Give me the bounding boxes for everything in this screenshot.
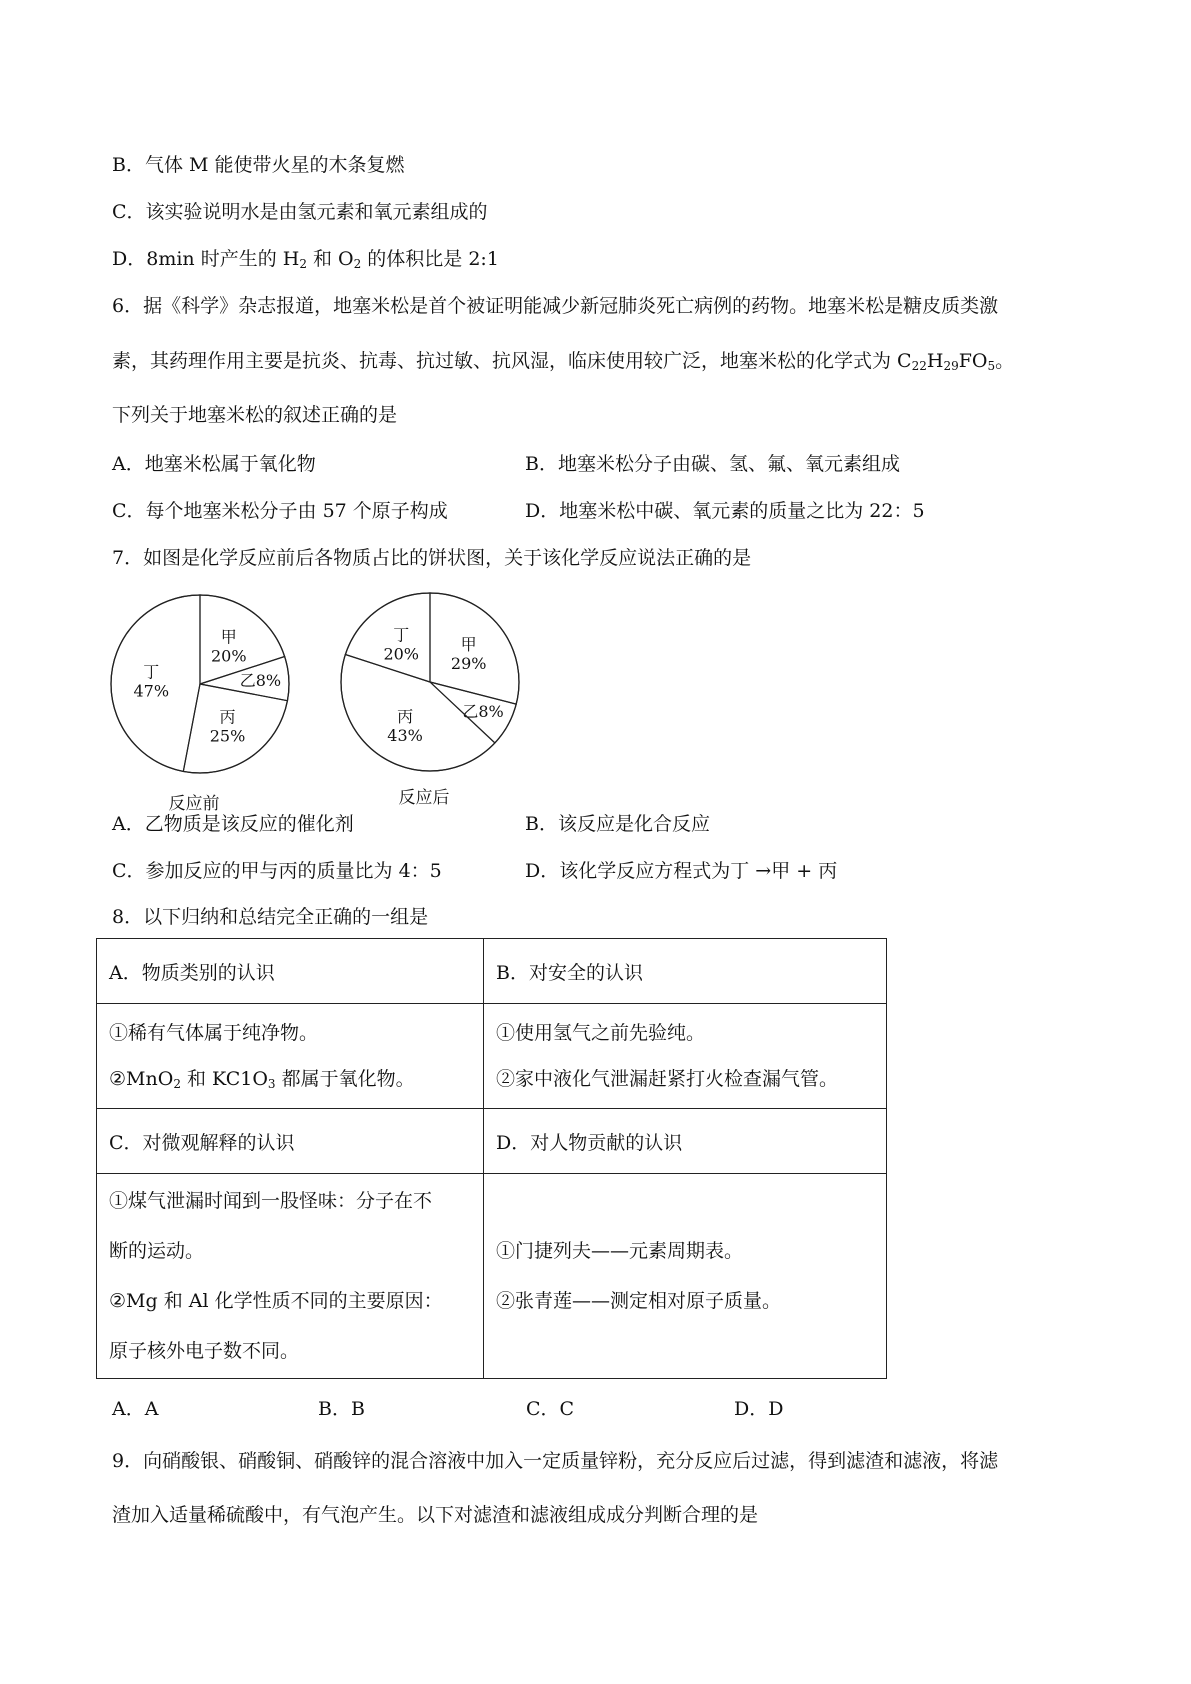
pie-caption: 反应后 bbox=[398, 788, 450, 808]
q5-option-d: D．8min 时产生的 $H_2$ 和 $O_2$ 的体积比是 2:1 bbox=[112, 248, 499, 271]
q7-option-b: B．该反应是化合反应 bbox=[525, 813, 710, 835]
slice-percent: 25% bbox=[209, 726, 246, 746]
slice-percent: 43% bbox=[387, 726, 423, 746]
cell-a-heading: A．物质类别的认识 bbox=[97, 939, 484, 1004]
slice-name: 丙 bbox=[397, 707, 414, 727]
q9-stem-line2: 渣加入适量稀硫酸中，有气泡产生。以下对滤渣和滤液组成成分判断合理的是 bbox=[112, 1504, 759, 1526]
q7-pie-charts bbox=[105, 598, 725, 814]
cell-a-body bbox=[97, 1004, 484, 1109]
cell-b-body bbox=[484, 1004, 887, 1109]
q6-option-c: C．每个地塞米松分子由 57 个原子构成 bbox=[112, 500, 448, 522]
cell-d-line1: ①门捷列夫——元素周期表。 bbox=[496, 1240, 744, 1262]
table-row bbox=[97, 1004, 887, 1109]
slice-name: 丁 bbox=[143, 662, 160, 682]
q9-stem-line1: 9．向硝酸银、硝酸铜、硝酸锌的混合溶液中加入一定质量锌粉，充分反应后过滤，得到滤渣和滤液，将滤 bbox=[112, 1450, 999, 1472]
q6-option-d: D．地塞米松中碳、氧元素的质量之比为 22：5 bbox=[525, 500, 925, 522]
q7-option-d: D．该化学反应方程式为丁 →甲 + 丙 bbox=[525, 860, 838, 882]
cell-c-line1: ①煤气泄漏时闻到一股怪味：分子在不 bbox=[109, 1190, 433, 1212]
q6-stem-line3: 下列关于地塞米松的叙述正确的是 bbox=[112, 404, 398, 426]
q6-option-a: A．地塞米松属于氧化物 bbox=[112, 453, 316, 475]
q7-option-a: A．乙物质是该反应的催化剂 bbox=[112, 813, 354, 835]
cell-c-heading: C．对微观解释的认识 bbox=[97, 1109, 484, 1174]
q8-option-c: C．C bbox=[526, 1398, 575, 1420]
table-row bbox=[97, 1174, 887, 1379]
slice-name: 丁 bbox=[393, 625, 410, 645]
table-row bbox=[97, 1109, 887, 1174]
q6-stem-line2: 素，其药理作用主要是抗炎、抗毒、抗过敏、抗风湿，临床使用较广泛，地塞米松的化学式为 $C_{22}H_{29}FO_5$。 bbox=[112, 350, 1015, 373]
slice-name: 丙 bbox=[219, 707, 236, 727]
cell-c-line2: 断的运动。 bbox=[109, 1240, 205, 1262]
slice-label: 乙8% bbox=[239, 671, 282, 691]
cell-c-line4: 原子核外电子数不同。 bbox=[109, 1340, 300, 1362]
slice-percent: 20% bbox=[210, 646, 247, 666]
q8-table bbox=[96, 938, 887, 1379]
cell-d-heading: D．对人物贡献的认识 bbox=[484, 1109, 887, 1174]
pie-charts-svg bbox=[105, 598, 725, 814]
slice-label: 乙8% bbox=[462, 702, 504, 722]
q6-stem-line1: 6．据《科学》杂志报道，地塞米松是首个被证明能减少新冠肺炎死亡病例的药物。地塞米松是糖皮质类激 bbox=[112, 295, 999, 317]
cell-b-line1: ①使用氢气之前先验纯。 bbox=[496, 1022, 706, 1044]
cell-b-heading: B．对安全的认识 bbox=[484, 939, 887, 1004]
q5-option-b: B．气体 M 能使带火星的木条复燃 bbox=[112, 154, 405, 176]
q5-option-c: C．该实验说明水是由氢元素和氧元素组成的 bbox=[112, 201, 488, 223]
q6-option-b: B．地塞米松分子由碳、氢、氟、氧元素组成 bbox=[525, 453, 900, 475]
cell-c-line3: ②Mg 和 Al 化学性质不同的主要原因： bbox=[109, 1290, 443, 1312]
q7-option-c: C．参加反应的甲与丙的质量比为 4：5 bbox=[112, 860, 442, 882]
pie-caption: 反应前 bbox=[168, 794, 220, 814]
cell-a-line2: ②MnO$_2$ 和 $KC1O_3$ 都属于氧化物。 bbox=[109, 1068, 415, 1091]
slice-name: 甲 bbox=[220, 627, 237, 647]
q8-option-a: A．A bbox=[112, 1398, 159, 1420]
table-row bbox=[97, 939, 887, 1004]
slice-name: 甲 bbox=[460, 634, 477, 654]
q7-stem: 7．如图是化学反应前后各物质占比的饼状图，关于该化学反应说法正确的是 bbox=[112, 547, 752, 569]
q8-option-d: D．D bbox=[734, 1398, 784, 1420]
cell-d-body bbox=[484, 1174, 887, 1379]
slice-percent: 20% bbox=[383, 644, 420, 664]
cell-a-line1: ①稀有气体属于纯净物。 bbox=[109, 1022, 319, 1044]
slice-percent: 29% bbox=[450, 653, 487, 673]
cell-d-line2: ②张青莲——测定相对原子质量。 bbox=[496, 1290, 782, 1312]
cell-b-line2: ②家中液化气泄漏赶紧打火检查漏气管。 bbox=[496, 1068, 839, 1090]
cell-c-body bbox=[97, 1174, 484, 1379]
slice-percent: 47% bbox=[133, 681, 170, 701]
q8-stem: 8．以下归纳和总结完全正确的一组是 bbox=[112, 906, 429, 928]
q8-option-b: B．B bbox=[318, 1398, 365, 1420]
